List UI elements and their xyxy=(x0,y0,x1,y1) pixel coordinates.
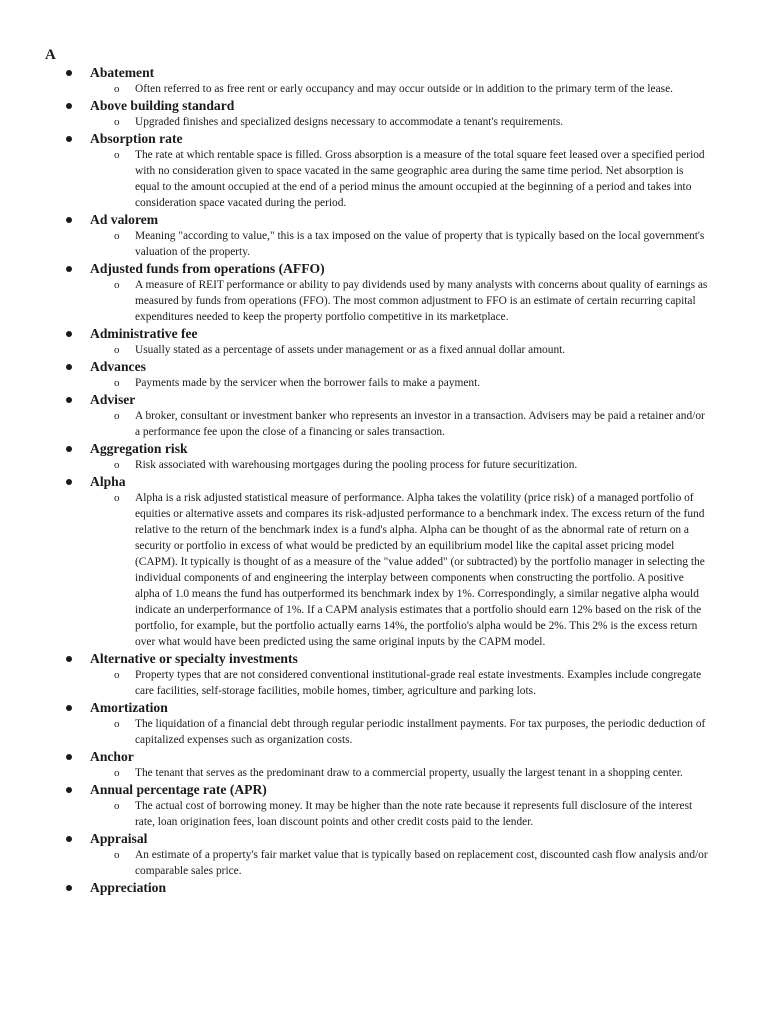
term-definition: Often referred to as free rent or early occupancy and may occur outside or in addition to the primary term of the lease. xyxy=(135,83,673,95)
bullet-icon xyxy=(66,70,72,76)
term-title: Absorption rate xyxy=(90,131,183,146)
sub-bullet-icon: o xyxy=(114,149,120,161)
term-title: Adviser xyxy=(90,392,136,407)
bullet-icon xyxy=(66,705,72,711)
bullet-icon xyxy=(66,787,72,793)
sub-bullet-icon: o xyxy=(114,377,120,389)
term-definition: The actual cost of borrowing money. It may be higher than the note rate because it represents full disclosure of the interest rate, loan origination fees, loan discount points and other credit costs paid to the lender. xyxy=(135,800,693,828)
term-definition: Property types that are not considered conventional institutional-grade real estate investments. Examples include congregate care facilities, self-storage facilities, mobile homes, timber, agriculture and parking lots. xyxy=(135,669,702,697)
sub-bullet-icon: o xyxy=(114,767,120,779)
bullet-icon xyxy=(66,397,72,403)
glossary-entry xyxy=(0,650,768,699)
glossary-entry xyxy=(0,391,768,440)
bullet-icon xyxy=(66,836,72,842)
term-title: Ad valorem xyxy=(90,212,159,227)
term-definition: A measure of REIT performance or ability to pay dividends used by many analysts with concerns about quality of earnings as measured by funds from operations (FFO). The most common adjustment to FFO is an estimate of certain recurring capital expenditures needed to keep the property portfolio competitive in its marketplace. xyxy=(135,279,708,323)
sub-bullet-icon: o xyxy=(114,344,120,356)
term-title: Abatement xyxy=(90,65,155,80)
term-title: Annual percentage rate (APR) xyxy=(90,782,267,797)
bullet-icon xyxy=(66,136,72,142)
sub-bullet-icon: o xyxy=(114,279,120,291)
bullet-icon xyxy=(66,103,72,109)
bullet-icon xyxy=(66,446,72,452)
glossary-entry xyxy=(0,830,768,879)
term-title: Advances xyxy=(90,359,146,374)
bullet-icon xyxy=(66,266,72,272)
term-definition: A broker, consultant or investment banker who represents an investor in a transaction. Advisers may be paid a retainer and/or a performance fee upon the close of a financing or sales transaction. xyxy=(135,410,705,438)
glossary-entry xyxy=(0,473,768,650)
sub-bullet-icon: o xyxy=(114,116,120,128)
term-title: Anchor xyxy=(90,749,134,764)
glossary-entry xyxy=(0,97,768,130)
glossary-entry xyxy=(0,211,768,260)
term-title: Alpha xyxy=(90,474,126,489)
bullet-icon xyxy=(66,364,72,370)
bullet-icon xyxy=(66,217,72,223)
term-title: Amortization xyxy=(90,700,168,715)
term-title: Administrative fee xyxy=(90,326,198,341)
term-definition: The tenant that serves as the predominant draw to a commercial property, usually the largest tenant in a shopping center. xyxy=(135,767,683,779)
sub-bullet-icon: o xyxy=(114,492,120,504)
bullet-icon xyxy=(66,885,72,891)
glossary-entry xyxy=(0,260,768,325)
glossary-entry xyxy=(0,358,768,391)
term-definition: The liquidation of a financial debt through regular periodic installment payments. For tax purposes, the periodic deduction of capitalized expenses such as organization costs. xyxy=(135,718,706,746)
bullet-icon xyxy=(66,331,72,337)
term-title: Alternative or specialty investments xyxy=(90,651,298,666)
term-definition: An estimate of a property's fair market value that is typically based on replacement cost, discounted cash flow analysis and/or comparable sales price. xyxy=(135,849,708,877)
term-definition: Risk associated with warehousing mortgages during the pooling process for future securitization. xyxy=(135,459,578,471)
term-definition: The rate at which rentable space is filled. Gross absorption is a measure of the total square feet leased over a specified period with no consideration given to space vacated in the same geographic area during the same time period. Net absorption is equal to the amount occupied at the end of a period minus the amount occupied at the beginning of a period and takes into consideration space vacated during the period. xyxy=(135,149,705,209)
term-definition: Usually stated as a percentage of assets under management or as a fixed annual dollar amount. xyxy=(135,344,566,356)
glossary-entry xyxy=(0,748,768,781)
glossary-entry xyxy=(0,130,768,211)
term-title: Appraisal xyxy=(90,831,148,846)
sub-bullet-icon: o xyxy=(114,410,120,422)
sub-bullet-icon: o xyxy=(114,800,120,812)
glossary-list xyxy=(0,64,768,896)
glossary-entry xyxy=(0,64,768,97)
glossary-entry xyxy=(0,781,768,830)
sub-bullet-icon: o xyxy=(114,718,120,730)
glossary-entry xyxy=(0,879,768,896)
bullet-icon xyxy=(66,479,72,485)
glossary-entry xyxy=(0,699,768,748)
bullet-icon xyxy=(66,656,72,662)
term-title: Adjusted funds from operations (AFFO) xyxy=(90,261,325,276)
term-title: Appreciation xyxy=(90,880,167,895)
sub-bullet-icon: o xyxy=(114,669,120,681)
term-definition: Meaning "according to value," this is a tax imposed on the value of property that is typically based on the local government's valuation of the property. xyxy=(135,230,705,258)
sub-bullet-icon: o xyxy=(114,459,120,471)
section-letter: A xyxy=(45,47,56,63)
glossary-entry xyxy=(0,325,768,358)
glossary-entry xyxy=(0,440,768,473)
bullet-icon xyxy=(66,754,72,760)
term-title: Above building standard xyxy=(90,98,235,113)
term-definition: Payments made by the servicer when the borrower fails to make a payment. xyxy=(135,377,481,389)
sub-bullet-icon: o xyxy=(114,83,120,95)
term-definition: Alpha is a risk adjusted statistical measure of performance. Alpha takes the volatility (price risk) of a managed portfolio of equities or alternative assets and compares its risk-adjusted performance to a benchmark index. The excess return of the fund relative to the return of the benchmark index is a fund's alpha. Alpha can be thought of as the abnormal rate of return on a security or portfolio in excess of what would be predicted by an equilibrium model like the capital asset pricing model (CAPM). It typically is thought of as a measure of the "value added" (or subtracted) by the portfolio manager in selecting the individual components of and engineering the interplay between components when constructing the portfolio. A positive alpha of 1.0 means the fund has outperformed its benchmark index by 1%. Correspondingly, a similar negative alpha would indicate an underperformance of 1%. If a CAPM analysis estimates that a portfolio should earn 12% based on the risk of the portfolio, for example, but the portfolio actually earns 14%, the portfolio's alpha would be 2%. This 2% is the excess return over what would have been predicted using the same original inputs by the CAPM model. xyxy=(135,492,705,648)
term-title: Aggregation risk xyxy=(90,441,188,456)
term-definition: Upgraded finishes and specialized designs necessary to accommodate a tenant's requirements. xyxy=(135,116,564,128)
sub-bullet-icon: o xyxy=(114,230,120,242)
sub-bullet-icon: o xyxy=(114,849,120,861)
